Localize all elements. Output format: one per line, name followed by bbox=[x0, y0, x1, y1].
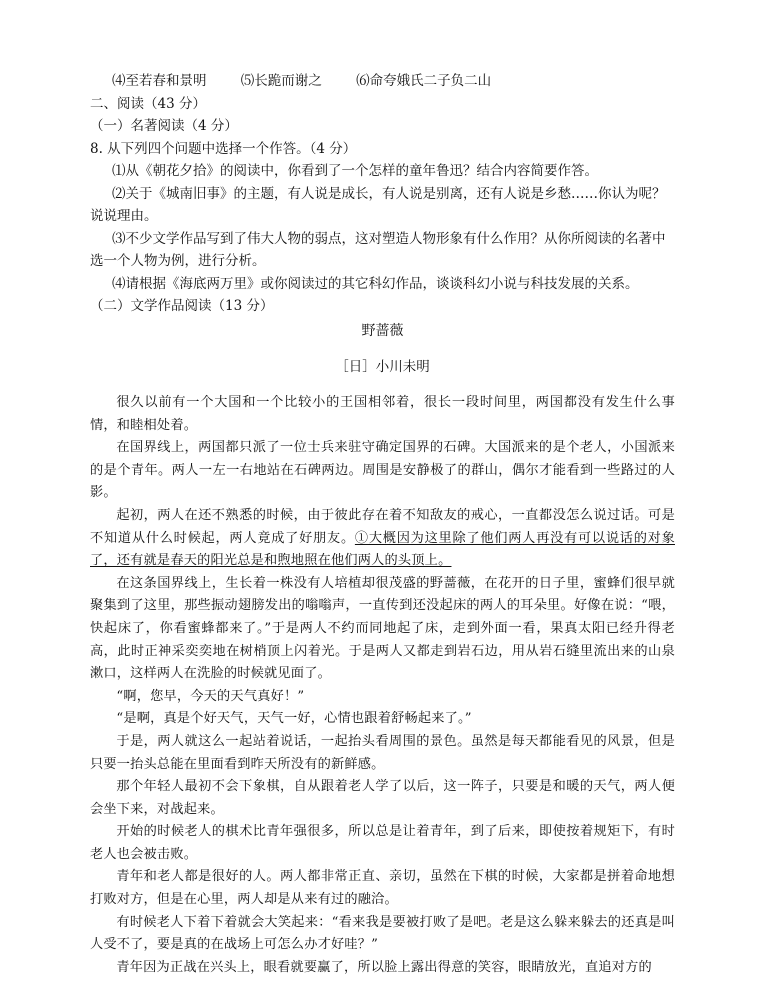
subsection-classics: （一）名著阅读（4 分） bbox=[90, 118, 238, 134]
question-8: 8. 从下列四个问题中选择一个作答。（4 分） bbox=[90, 140, 357, 157]
story-paragraph-1: 很久以前有一个大国和一个比较小的王国相邻着，很长一段时间里，两国都没有发生什么事情，和睦相处着。 bbox=[90, 395, 675, 433]
story-paragraph-7: 于是，两人就这么一起站着说话，一起抬头看周围的景色。虽然是每天都能看见的风景，但是只要一抬头总能在里面看到昨天所没有的新鲜感。 bbox=[90, 733, 675, 772]
story-paragraph-8: 那个年轻人最初不会下象棋，自从跟着老人学了以后，这一阵子，只要是和暖的天气，两人便会坐下来，对战起来。 bbox=[90, 779, 675, 817]
story-paragraph-3-text: 起初，两人在还不熟悉的时候，由于彼此存在着不知敌友的戒心，一直都没怎么说过话。可是不知道从什么时候起，两人竟成了好朋友。 bbox=[90, 507, 675, 546]
story-paragraph-9: 开始的时候老人的棋术比青年强很多，所以总是让着青年，到了后来，即使按着规矩下，有时老人也会被击败。 bbox=[90, 824, 675, 862]
story-paragraph-5: “啊，您早，今天的天气真好！” bbox=[116, 688, 305, 704]
story-paragraph-10: 青年和老人都是很好的人。两人都非常正直、亲切，虽然在下棋的时候，大家都是拼着命地想打败对方，但是在心里，两人却是从来有过的融洽。 bbox=[90, 869, 675, 908]
option-3-line-1: ⑶不少文学作品写到了伟大人物的弱点，这对塑造人物形象有什么作用？从你所阅读的名著中 bbox=[112, 230, 666, 247]
story-paragraph-12: 青年因为正战在兴头上，眼看就要赢了，所以脸上露出得意的笑容，眼睛放光，直追对方的 bbox=[116, 959, 652, 975]
story-title: 野蔷薇 bbox=[361, 322, 404, 339]
item-6: ⑹命夸娥氏二子负二山 bbox=[356, 73, 492, 89]
top-items-line bbox=[90, 70, 675, 93]
option-1: ⑴从《朝花夕拾》的阅读中，你看到了一个怎样的童年鲁迅？结合内容简要作答。 bbox=[112, 163, 598, 179]
item-5: ⑸长跪而谢之 bbox=[240, 73, 322, 89]
story-paragraph-4: 在这条国界线上，生长着一株没有人培植却很茂盛的野蔷薇，在花开的日子里，蜜蜂们很早就聚集到了这里，那些振动翅膀发出的嗡嗡声，一直传到还没起床的两人的耳朵里。好像在说：“喂，快起床了，你看蜜蜂都来了。”于是两人不约而同地起了床，走到外面一看，果真太阳已经升得老高，此时正神采奕奕地在树梢顶上闪着光。于是两人又都走到岩石边，用从岩石缝里流出来的山泉漱口，这样两人在洗脸的时候就见面了。 bbox=[90, 575, 675, 682]
section-heading-reading: 二、阅读（43 分） bbox=[90, 95, 206, 112]
subsection-literature: （二）文学作品阅读（13 分） bbox=[90, 298, 274, 314]
story-paragraph-6: “是啊，真是个好天气，天气一好，心情也跟着舒畅起来了。” bbox=[116, 711, 472, 727]
option-3-line-2: 选一个人物为例，进行分析。 bbox=[90, 253, 266, 269]
story-paragraph-2: 在国界线上，两国都只派了一位士兵来驻守确定国界的石碑。大国派来的是个老人，小国派来的是个青年。两人一左一右地站在石碑两边。周围是安静极了的群山，偶尔才能看到一些路过的人影。 bbox=[90, 440, 675, 501]
story-paragraph-11: 有时候老人下着下着就会大笑起来：“看来我是要被打败了是吧。老是这么躲来躲去的还真是叫人受不了，要是真的在战场上可怎么办才好哇？” bbox=[90, 914, 675, 953]
underlined-sentence-1: ①大概因为这里除了他们两人再没有可以说话的对象了，还有就是春天的阳光总是和煦地照在他们两人的头顶上。 bbox=[90, 530, 675, 569]
option-2-line-1: ⑵关于《城南旧事》的主题，有人说是成长，有人说是别离，还有人说是乡愁……你认为呢？ bbox=[112, 185, 666, 202]
story-paragraph-3 bbox=[90, 505, 675, 573]
option-4: ⑷请根据《海底两万里》或你阅读过的其它科幻作品，谈谈科幻小说与科技发展的关系。 bbox=[112, 275, 639, 292]
story-author: ［日］小川未明 bbox=[335, 359, 430, 375]
option-2-line-2: 说说理由。 bbox=[90, 208, 158, 224]
item-4: ⑷至若春和景明 bbox=[112, 73, 207, 89]
